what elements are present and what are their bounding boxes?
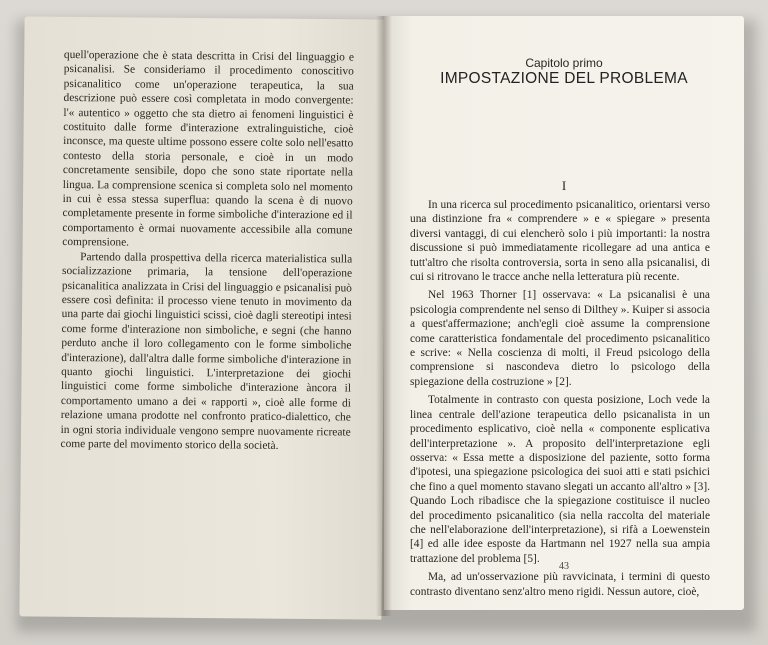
- right-paragraph: Totalmente in contrasto con questa posizione, Loch vede la linea centrale dell'azione terapeutica dello psicanalista in un procedimento esplicativo, cioè nella « componente esplicativa dell'interpretazione ». A proposito dell'interpretazione egli osserva: « Essa mette a disposizione del paziente, sotto forma d'ipotesi, una spiegazione psicologica dei suoi atti e stati psichici che fino a quel momento stavano slegati un accanto all'altro » [3]. Quando Loch ribadisce che la spiegazione costituisce il nucleo del procedimento psicanalitico (sia nella raccolta del materiale che nell'elaborazione dell'interpretazione), si rifà a Loewenstein [4] ed alle idee esposte da Hartmann nel 1927 nella sua ampia trattazione del problema [5].: [410, 394, 711, 565]
- right-paragraph: Ma, ad un'osservazione più ravvicinata, i termini di questo contrasto diventano senz'altro meno rigidi. Nessun autore, cioè,: [410, 571, 710, 598]
- left-paragraph: quell'operazione che è stata descritta in Crisi del linguaggio e psicanalisi. Se consideriamo il procedimento conoscitivo psicanalitico come un'operazione terapeutica, la sua descrizione può essere così completata in modo convergente: l'« autentico » oggetto che sta dietro ai fenomeni linguistici è costituito dalle forme d'interazione extralinguistiche, cioè inconsce, ma queste ultime possono essere colte solo nell'esatto contesto della storia personale, e cioè in un modo concretamente sensibile, dopo che sono state riportate nella lingua. La comprensione scenica si completa solo nel momento in cui è essa stessa superflua: quando la scena è di nuovo completamente presente in forme simboliche d'interazione ed il comportamento è ormai nuovamente accessibile alla comune comprensione.: [62, 48, 354, 249]
- chapter-label: Capitolo primo: [525, 56, 603, 70]
- right-paragraph: In una ricerca sul procedimento psicanalitico, orientarsi verso una distinzione fra « comprendere » e « spiegare » presenta diversi vantaggi, di cui elencherò solo i più importanti: la nostra discussione si può immediatamente ricollegare ad una antica e tutt'altro che risolta controversia, sorta in seno alla psicanalisi, di cui si ritrovano le tracce anche nella letteratura più recente.: [410, 199, 710, 284]
- right-page-text: [410, 198, 710, 599]
- left-paragraph: Partendo dalla prospettiva della ricerca materialistica sulla socializzazione primaria, la tensione dell'operazione psicanalitica analizzata in Crisi del linguaggio e psicanalisi può essere così definita: il processo viene tenuto in movimento da una parte dai giochi linguistici scissi, cioè dagli stereotipi intesi come forme d'interazione non simboliche, e segni (che hanno perduto anche il loro collegamento con le forme simboliche d'interazione), dall'altra dalle forme simboliche d'interazione in quanto giochi linguistici. L'interpretazione dei giochi linguistici come forme simboliche d'interazione àncora il comportamento umano a dei « rapporti », cioè alle forme di relazione umana prodotte nel confronto pratico-dialettico, che in ogni storia individuale vengono sempre nuovamente ricreate come parte del movimento storico della società.: [60, 250, 353, 452]
- page-number: 43: [559, 561, 569, 572]
- right-paragraph: Nel 1963 Thorner [1] osservava: « La psicanalisi è una psicologia comprendente nel senso di Dilthey ». Kuiper si associa a quest'affermazione; anch'egli cioè assume la comprensione come caratteristica fondamentale del procedimento psicanalitico e scrive: « Nella coscienza di molti, il Freud psicologo della comprensione si nascondeva dietro lo psicologo della spiegazione della costruzione » [2].: [410, 289, 710, 388]
- book-gutter: [376, 16, 392, 616]
- left-page-text: [60, 48, 354, 454]
- section-number: I: [561, 178, 567, 193]
- chapter-title: IMPOSTAZIONE DEL PROBLEMA: [440, 70, 688, 87]
